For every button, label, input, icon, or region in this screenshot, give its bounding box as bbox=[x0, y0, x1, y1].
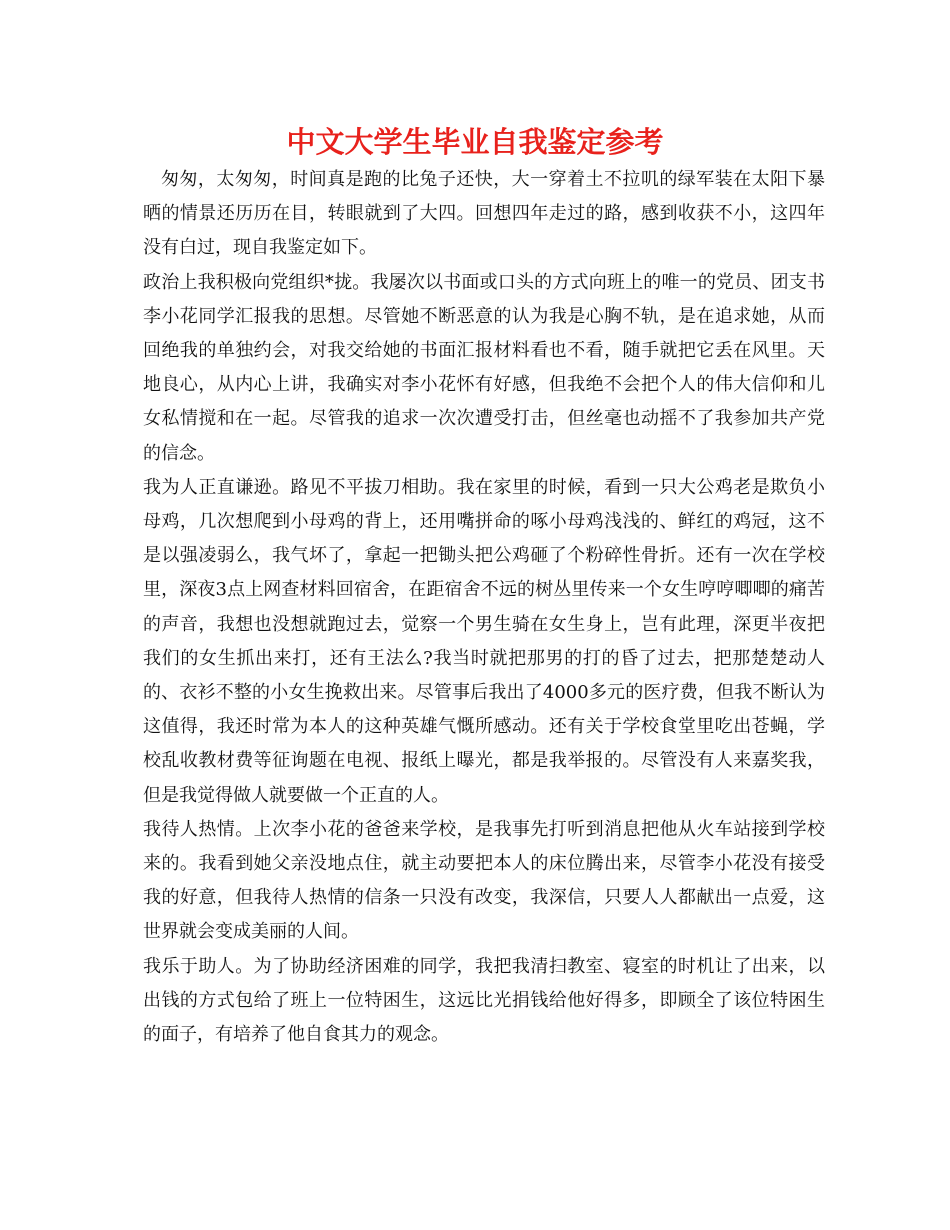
paragraph-warmth: 我待人热情。上次李小花的爸爸来学校，是我事先打听到消息把他从火车站接到学校来的。我看到她父亲没地点住，就主动要把本人的床位腾出来，尽管李小花没有接受我的好意，但我待人热情的信条一只没有改变，我深信，只要人人都献出一点爱，这世界就会变成美丽的人间。 bbox=[143, 818, 825, 943]
document-title: 中文大学生毕业自我鉴定参考 bbox=[286, 125, 664, 159]
paragraph-helpfulness: 我乐于助人。为了协助经济困难的同学，我把我清扫教室、寝室的时机让了出来，以出钱的方式包给了班上一位特困生，这远比光捐钱给他好得多，即顾全了该位特困生的面子，有培养了他自食其力的观念。 bbox=[143, 955, 825, 1046]
document-body bbox=[143, 163, 825, 1052]
paragraph-intro: 匆匆，太匆匆，时间真是跑的比兔子还快，大一穿着土不拉叽的绿军装在太阳下暴晒的情景还历历在目，转眼就到了大四。回想四年走过的路，感到收获不小，这四年没有白过，现自我鉴定如下。 bbox=[143, 169, 825, 259]
paragraph-integrity: 我为人正直谦逊。路见不平拔刀相助。我在家里的时候，看到一只大公鸡老是欺负小母鸡，几次想爬到小母鸡的背上，还用嘴拼命的啄小母鸡浅浅的、鲜红的鸡冠，这不是以强凌弱么，我气坏了，拿起一把锄头把公鸡砸了个粉碎性骨折。还有一次在学校里，深夜3点上网查材料回宿舍，在距宿舍不远的树丛里传来一个女生哼哼唧唧的痛苦的声音，我想也没想就跑过去，觉察一个男生骑在女生身上，岂有此理，深更半夜把我们的女生抓出来打，还有王法么?我当时就把那男的打的昏了过去，把那楚楚动人的、衣衫不整的小女生挽救出来。尽管事后我出了4000多元的医疗费，但我不断认为这值得，我还时常为本人的这种英雄气慨所感动。还有关于学校食堂里吃出苍蝇，学校乱收教材费等征询题在电视、报纸上曝光，都是我举报的。尽管没有人来嘉奖我，但是我觉得做人就要做一个正直的人。 bbox=[143, 476, 825, 806]
paragraph-politics: 政治上我积极向党组织*拢。我屡次以书面或口头的方式向班上的唯一的党员、团支书李小花同学汇报我的思想。尽管她不断恶意的认为我是心胸不轨，是在追求她，从而回绝我的单独约会，对我交给她的书面汇报材料看也不看，随手就把它丢在风里。天地良心，从内心上讲，我确实对李小花怀有好感，但我绝不会把个人的伟大信仰和儿女私情搅和在一起。尽管我的追求一次次遭受打击，但丝毫也动摇不了我参加共产党的信念。 bbox=[143, 271, 825, 464]
